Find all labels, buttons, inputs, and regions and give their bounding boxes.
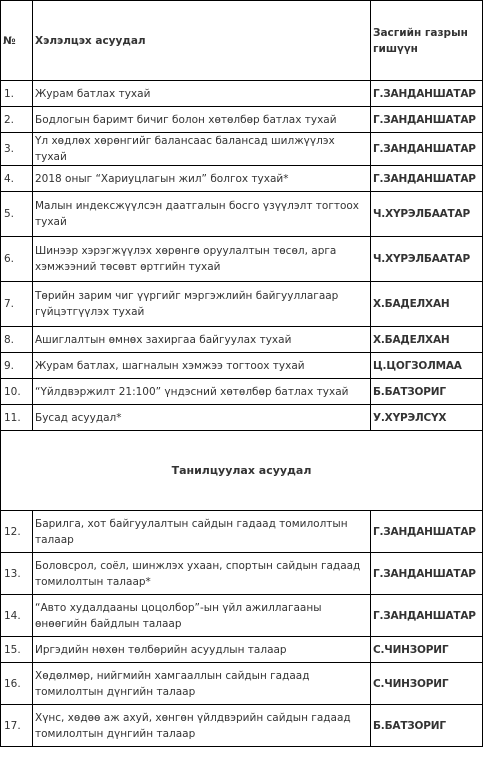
row-number: 1. bbox=[1, 81, 33, 107]
header-number: № bbox=[1, 1, 33, 81]
row-minister: Б.БАТЗОРИГ bbox=[371, 705, 483, 747]
row-number: 17. bbox=[1, 705, 33, 747]
row-topic: Шинээр хэрэгжүүлэх хөрөнгө оруулалтын төсөл, арга хэмжээний төсөвт өртгийн тухай bbox=[33, 237, 371, 282]
row-topic: Үл хөдлөх хөрөнгийг балансаас балансад шилжүүлэх тухай bbox=[33, 133, 371, 166]
row-topic: Төрийн зарим чиг үүргийг мэргэжлийн байгууллагаар гүйцэтгүүлэх тухай bbox=[33, 282, 371, 327]
row-number: 8. bbox=[1, 327, 33, 353]
row-number: 11. bbox=[1, 405, 33, 431]
table-row bbox=[1, 107, 483, 133]
row-topic: “Үйлдвэржилт 21:100” үндэсний хөтөлбөр батлах тухай bbox=[33, 379, 371, 405]
header-topic: Хэлэлцэх асуудал bbox=[33, 1, 371, 81]
header-minister: Засгийн газрын гишүүн bbox=[371, 1, 483, 81]
row-number: 5. bbox=[1, 192, 33, 237]
table-row bbox=[1, 663, 483, 705]
table-row bbox=[1, 511, 483, 553]
row-topic: Бусад асуудал* bbox=[33, 405, 371, 431]
table-row bbox=[1, 166, 483, 192]
header-row bbox=[1, 1, 483, 81]
row-number: 13. bbox=[1, 553, 33, 595]
row-number: 7. bbox=[1, 282, 33, 327]
table-row bbox=[1, 705, 483, 747]
row-topic: 2018 оныг “Хариуцлагын жил” болгох тухай* bbox=[33, 166, 371, 192]
row-minister: С.ЧИНЗОРИГ bbox=[371, 663, 483, 705]
row-topic: Малын индексжүүлсэн даатгалын босго үзүүлэлт тогтоох тухай bbox=[33, 192, 371, 237]
row-minister: Г.ЗАНДАНШАТАР bbox=[371, 81, 483, 107]
row-minister: Х.БАДЕЛХАН bbox=[371, 327, 483, 353]
row-topic: Иргэдийн нөхөн төлбөрийн асуудлын талаар bbox=[33, 637, 371, 663]
row-topic: Барилга, хот байгуулалтын сайдын гадаад томилолтын талаар bbox=[33, 511, 371, 553]
table-row bbox=[1, 81, 483, 107]
row-minister: Х.БАДЕЛХАН bbox=[371, 282, 483, 327]
table-row bbox=[1, 237, 483, 282]
row-number: 16. bbox=[1, 663, 33, 705]
table-row bbox=[1, 595, 483, 637]
row-topic: Бодлогын баримт бичиг болон хөтөлбөр батлах тухай bbox=[33, 107, 371, 133]
row-minister: Ч.ХҮРЭЛБААТАР bbox=[371, 192, 483, 237]
row-minister: Г.ЗАНДАНШАТАР bbox=[371, 595, 483, 637]
table-row bbox=[1, 192, 483, 237]
row-minister: Ч.ХҮРЭЛБААТАР bbox=[371, 237, 483, 282]
row-number: 9. bbox=[1, 353, 33, 379]
table-row bbox=[1, 637, 483, 663]
row-number: 12. bbox=[1, 511, 33, 553]
section-row bbox=[1, 431, 483, 511]
row-minister: Г.ЗАНДАНШАТАР bbox=[371, 166, 483, 192]
row-minister: Б.БАТЗОРИГ bbox=[371, 379, 483, 405]
table-row bbox=[1, 282, 483, 327]
row-minister: У.ХҮРЭЛСҮХ bbox=[371, 405, 483, 431]
row-number: 15. bbox=[1, 637, 33, 663]
row-minister: Ц.ЦОГЗОЛМАА bbox=[371, 353, 483, 379]
table-row bbox=[1, 327, 483, 353]
row-topic: Хүнс, хөдөө аж ахуй, хөнгөн үйлдвэрийн сайдын гадаад томилолтын дүнгийн талаар bbox=[33, 705, 371, 747]
row-number: 14. bbox=[1, 595, 33, 637]
table-row bbox=[1, 353, 483, 379]
row-topic: Хөдөлмөр, нийгмийн хамгааллын сайдын гадаад томилолтын дүнгийн талаар bbox=[33, 663, 371, 705]
row-number: 6. bbox=[1, 237, 33, 282]
row-topic: Боловсрол, соёл, шинжлэх ухаан, спортын сайдын гадаад томилолтын талаар* bbox=[33, 553, 371, 595]
table-row bbox=[1, 553, 483, 595]
row-minister: Г.ЗАНДАНШАТАР bbox=[371, 133, 483, 166]
row-topic: “Авто худалдааны цоцолбор”-ын үйл ажиллагааны өнөөгийн байдлын талаар bbox=[33, 595, 371, 637]
row-topic: Ашиглалтын өмнөх захиргаа байгуулах тухай bbox=[33, 327, 371, 353]
table-row bbox=[1, 379, 483, 405]
row-minister: Г.ЗАНДАНШАТАР bbox=[371, 107, 483, 133]
row-number: 2. bbox=[1, 107, 33, 133]
row-topic: Журам батлах, шагналын хэмжээ тогтоох тухай bbox=[33, 353, 371, 379]
row-number: 4. bbox=[1, 166, 33, 192]
row-number: 3. bbox=[1, 133, 33, 166]
table-row bbox=[1, 133, 483, 166]
row-minister: Г.ЗАНДАНШАТАР bbox=[371, 553, 483, 595]
row-minister: Г.ЗАНДАНШАТАР bbox=[371, 511, 483, 553]
section-title: Танилцуулах асуудал bbox=[1, 431, 483, 511]
row-number: 10. bbox=[1, 379, 33, 405]
row-topic: Журам батлах тухай bbox=[33, 81, 371, 107]
table-row bbox=[1, 405, 483, 431]
row-minister: С.ЧИНЗОРИГ bbox=[371, 637, 483, 663]
